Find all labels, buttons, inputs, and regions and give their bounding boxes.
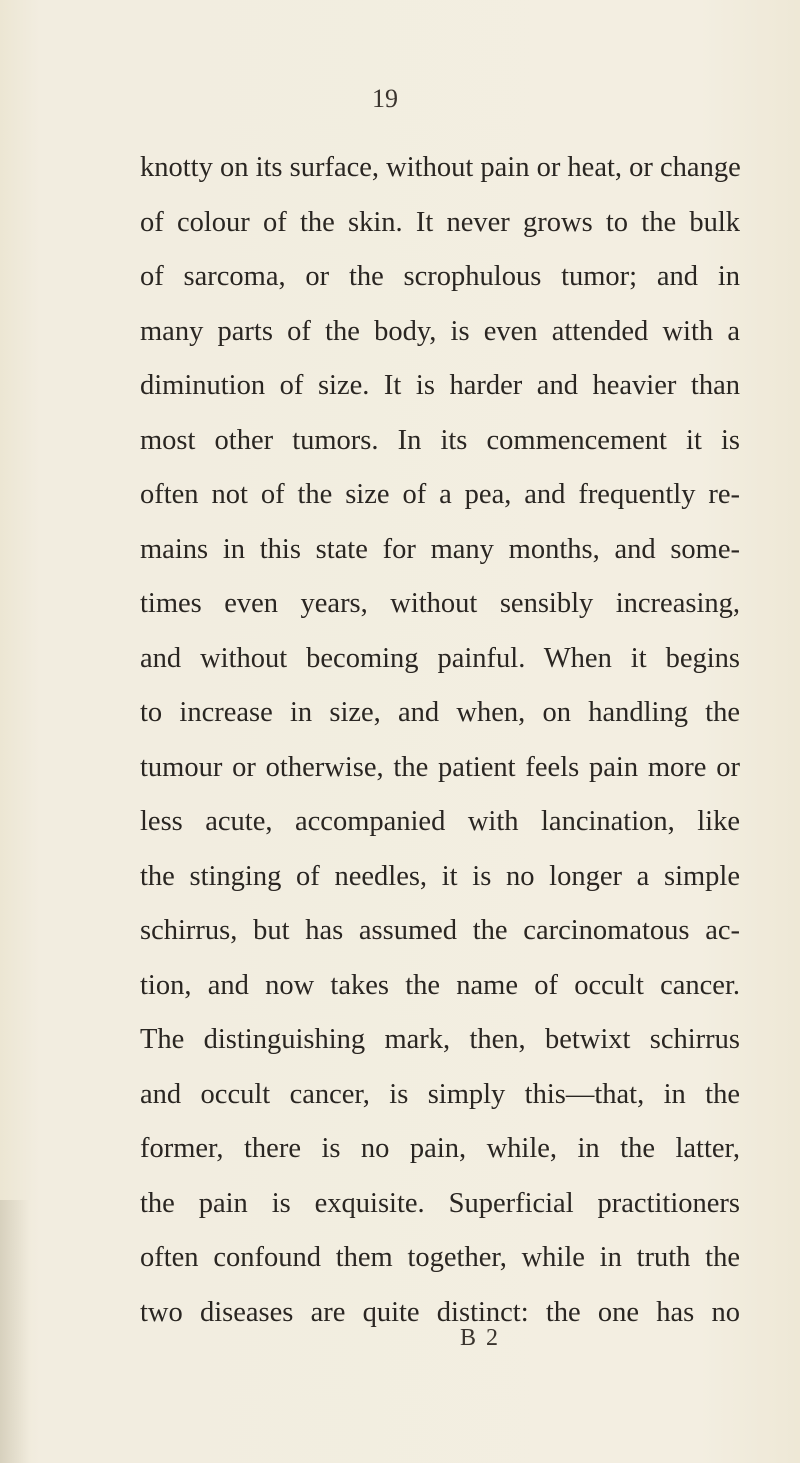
text-line: often not of the size of a pea, and frequently re-: [140, 479, 740, 510]
text-line: tumour or otherwise, the patient feels pain more or: [140, 751, 740, 783]
text-line: of sarcoma, or the scrophulous tumor; and in: [140, 261, 740, 292]
text-line: of colour of the skin. It never grows to the bulk: [140, 206, 740, 238]
text-line: to increase in size, and when, on handling the: [140, 697, 740, 728]
text-line: most other tumors. In its commencement it is: [140, 424, 740, 456]
page-number: 19: [372, 84, 398, 113]
text-line: schirrus, but has assumed the carcinomatous ac-: [140, 915, 740, 946]
binding-shadow: [0, 1200, 30, 1463]
signature-mark: B 2: [460, 1325, 501, 1351]
text-line: the pain is exquisite. Superficial practitioners: [140, 1187, 740, 1219]
text-line: often confound them together, while in truth the: [140, 1242, 740, 1273]
text-line: and without becoming painful. When it begins: [140, 642, 740, 674]
text-line: mains in this state for many months, and some-: [140, 533, 740, 565]
text-line: former, there is no pain, while, in the latter,: [140, 1133, 740, 1164]
body-text: [140, 141, 740, 1340]
text-line: tion, and now takes the name of occult cancer.: [140, 969, 740, 1001]
text-line: times even years, without sensibly increasing,: [140, 588, 740, 619]
text-line: The distinguishing mark, then, betwixt schirrus: [140, 1024, 740, 1055]
text-line: the stinging of needles, it is no longer a simple: [140, 860, 740, 892]
text-line: knotty on its surface, without pain or heat, or change: [140, 152, 741, 183]
text-line: diminution of size. It is harder and heavier than: [140, 370, 740, 401]
text-line: two diseases are quite distinct: the one has no: [140, 1296, 740, 1328]
text-line: many parts of the body, is even attended with a: [140, 315, 740, 347]
text-line: and occult cancer, is simply this—that, in the: [140, 1078, 740, 1110]
text-line: less acute, accompanied with lancination, like: [140, 806, 740, 837]
